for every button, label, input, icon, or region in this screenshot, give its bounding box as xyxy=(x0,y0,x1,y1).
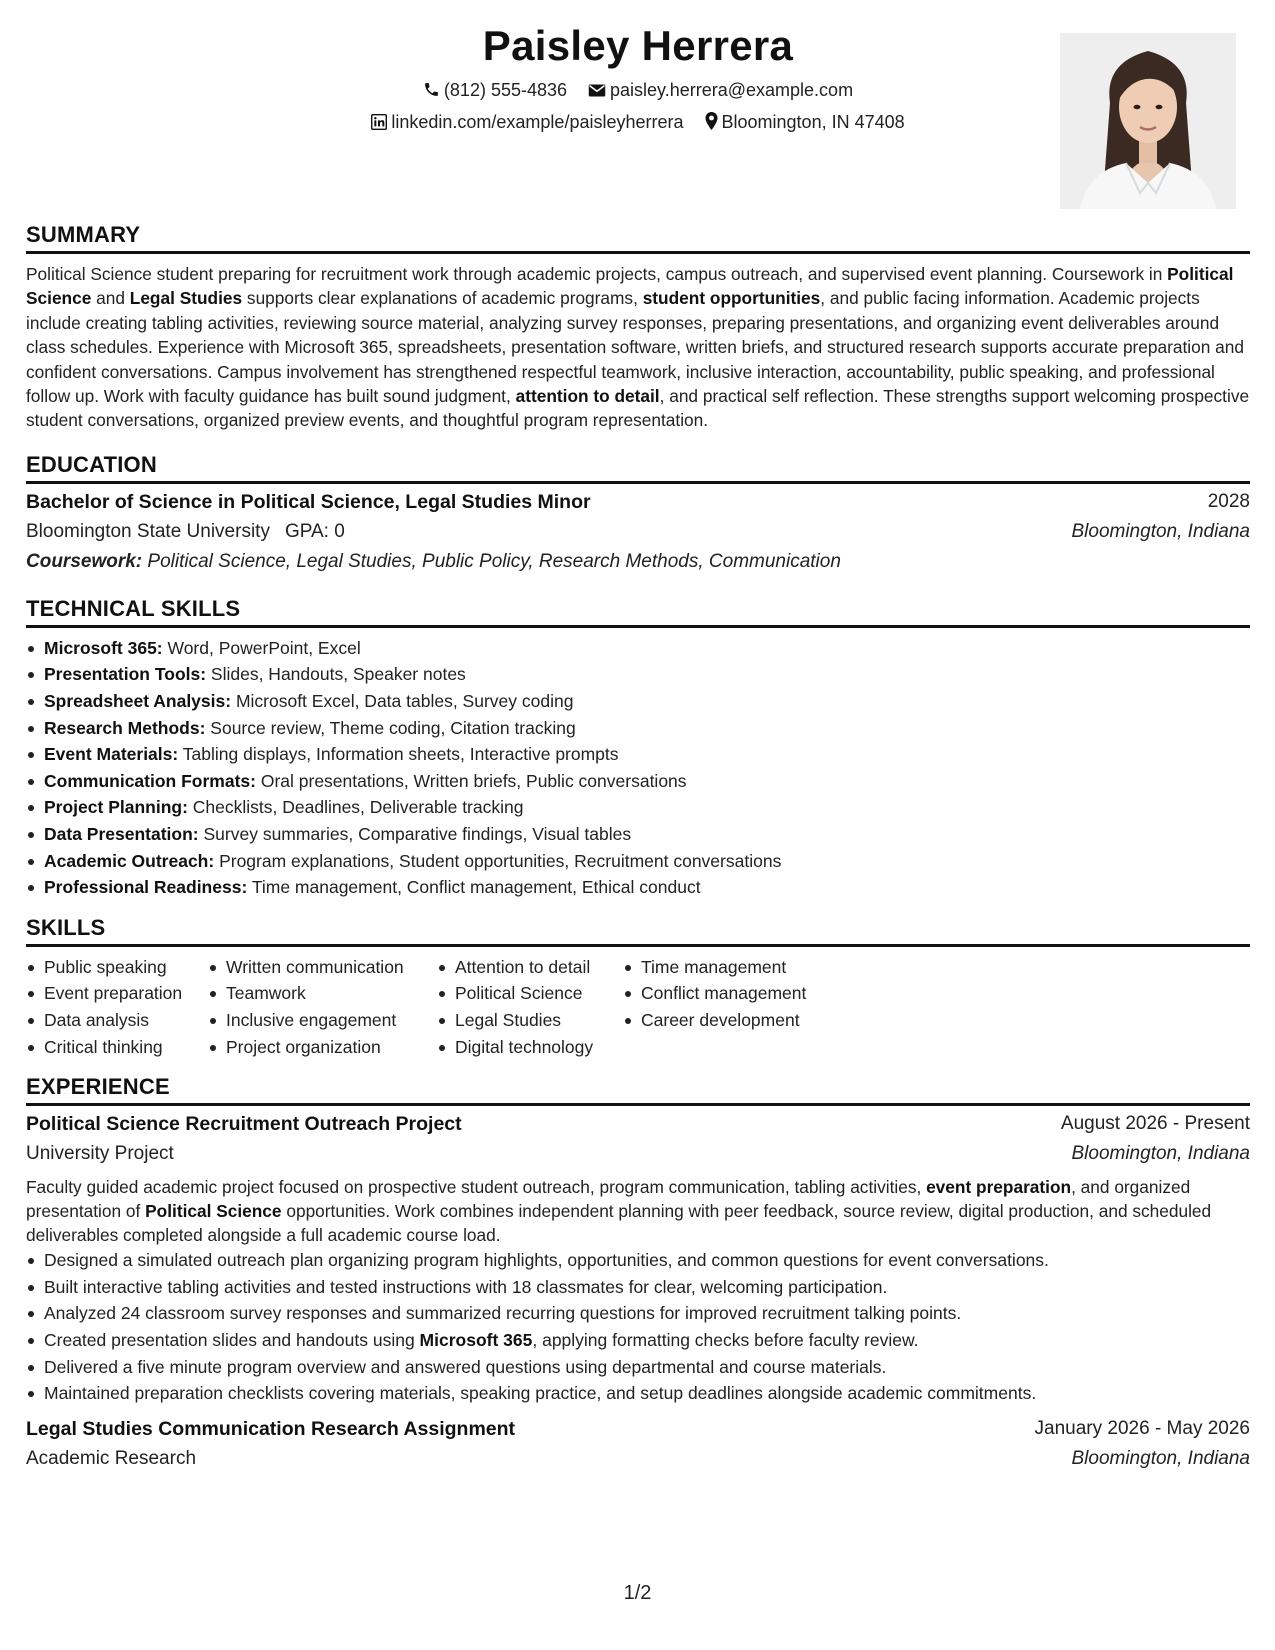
skill-category: Professional Readiness: xyxy=(44,877,248,898)
emphasis-text: Political Science xyxy=(145,1201,282,1222)
job-bullet xyxy=(44,1354,1250,1381)
skill-values: Tabling displays, Information sheets, Interactive prompts xyxy=(178,744,619,765)
job-1-header xyxy=(26,1113,1250,1143)
emphasis-text: Political Science xyxy=(26,264,1234,309)
text-run: opportunities. Work combines independent planning with peer feedback, source review, digital production, and scheduled deliverables completed alongside a full academic course load. xyxy=(26,1201,1212,1246)
skill-item: Political Science xyxy=(455,980,623,1007)
skill-item: Teamwork xyxy=(226,980,437,1007)
location-contact xyxy=(705,112,905,133)
technical-skill-item xyxy=(44,715,1250,742)
job-2-header xyxy=(26,1418,1250,1448)
emphasis-text: Legal Studies xyxy=(129,288,243,309)
experience-heading: EXPERIENCE xyxy=(26,1074,1250,1106)
technical-skill-item xyxy=(44,821,1250,848)
job-1 xyxy=(26,1113,1250,1407)
technical-skill-item xyxy=(44,794,1250,821)
gpa-text: GPA: 0 xyxy=(284,520,345,542)
technical-skill-item xyxy=(44,741,1250,768)
skill-item: Career development xyxy=(641,1007,823,1034)
phone-icon xyxy=(423,81,440,98)
technical-skill-item xyxy=(44,848,1250,875)
emphasis-text: student opportunities xyxy=(642,288,821,309)
skill-item: Project organization xyxy=(226,1034,437,1061)
skill-item: Public speaking xyxy=(44,954,208,981)
skill-values: Word, PowerPoint, Excel xyxy=(162,637,361,658)
linkedin-icon xyxy=(371,114,387,130)
school-info xyxy=(26,521,345,543)
text-run: Designed a simulated outreach plan organizing program highlights, opportunities, and common questions for event conversations. xyxy=(44,1250,1049,1271)
job-bullet xyxy=(44,1247,1250,1274)
skill-item: Legal Studies xyxy=(455,1007,623,1034)
phone-text: (812) 555-4836 xyxy=(443,80,568,100)
skill-values: Survey summaries, Comparative findings, Visual tables xyxy=(198,824,632,844)
text-run: , and organized presentation of xyxy=(26,1177,1191,1222)
skill-category: Data Presentation: xyxy=(44,824,199,844)
skills-column xyxy=(623,954,823,1060)
text-run: , and public facing information. Academic projects include creating tabling activities, reviewing source material, analyzing survey responses, preparing presentations, and organizing event deliverables around class schedules. Experience with Microsoft 365, spreadsheets, presentation software, written briefs, and structured research supports accurate preparation and confident conversations. Campus involvement has strengthened respectful teamwork, inclusive interaction, accountability, public speaking, and professional follow up. Work with faculty guidance has built sound judgment, xyxy=(26,288,1244,407)
job-bullet xyxy=(44,1300,1250,1327)
skill-category: Project Planning: xyxy=(44,797,188,818)
job-dates: January 2026 - May 2026 xyxy=(1034,1417,1250,1439)
summary-text xyxy=(26,262,1250,433)
education-section xyxy=(26,452,1250,581)
technical-skill-item xyxy=(44,688,1250,715)
skill-item: Data analysis xyxy=(44,1007,208,1034)
experience-section xyxy=(26,1074,1250,1478)
job-bullet xyxy=(44,1274,1250,1301)
phone-contact[interactable] xyxy=(423,80,567,101)
skill-values: Slides, Handouts, Speaker notes xyxy=(206,664,466,685)
education-row-2 xyxy=(26,521,1250,551)
job-2-subheader xyxy=(26,1448,1250,1478)
candidate-name: Paisley Herrera xyxy=(482,22,794,69)
skills-section xyxy=(26,915,1250,1060)
technical-skill-item xyxy=(44,635,1250,662)
job-bullets xyxy=(26,1247,1250,1407)
education-location: Bloomington, Indiana xyxy=(1071,520,1250,542)
job-bullet xyxy=(44,1380,1250,1407)
job-title: Legal Studies Communication Research Assignment xyxy=(26,1417,516,1440)
job-location: Bloomington, Indiana xyxy=(1071,1143,1250,1165)
skills-column xyxy=(26,954,208,1060)
text-run: supports clear explanations of academic programs, xyxy=(242,288,643,309)
emphasis-text: attention to detail xyxy=(515,386,660,407)
skill-values: Checklists, Deadlines, Deliverable tracking xyxy=(187,797,524,818)
page-number: 1/2 xyxy=(623,1582,652,1604)
coursework-label: Coursework: xyxy=(26,550,143,572)
text-run: and xyxy=(91,288,130,309)
text-run: , and practical self reflection. These strengths support welcoming prospective student conversations, organized preview events, and thoughtful program representation. xyxy=(26,386,1250,431)
summary-heading: SUMMARY xyxy=(26,222,1250,254)
skill-item: Written communication xyxy=(226,954,437,981)
emphasis-text: event preparation xyxy=(926,1177,1072,1198)
technical-skill-item xyxy=(44,768,1250,795)
technical-skills-heading: TECHNICAL SKILLS xyxy=(26,596,1250,628)
portrait-illustration xyxy=(1060,33,1236,209)
linkedin-text: linkedin.com/example/paisleyherrera xyxy=(391,112,684,132)
technical-skills-section xyxy=(26,596,1250,901)
summary-section xyxy=(26,222,1250,433)
job-dates: August 2026 - Present xyxy=(1060,1113,1250,1135)
text-run: Delivered a five minute program overview and answered questions using departmental and course materials. xyxy=(44,1356,887,1377)
skill-item: Digital technology xyxy=(455,1034,623,1061)
graduation-year: 2028 xyxy=(1207,490,1250,512)
text-run: Analyzed 24 classroom survey responses and summarized recurring questions for improved recruitment talking points. xyxy=(44,1303,962,1324)
location-text: Bloomington, IN 47408 xyxy=(721,112,905,132)
text-run: , applying formatting checks before faculty review. xyxy=(532,1329,919,1350)
map-pin-icon xyxy=(705,112,718,130)
job-location: Bloomington, Indiana xyxy=(1071,1447,1250,1469)
skill-category: Microsoft 365: xyxy=(44,637,163,658)
skill-values: Time management, Conflict management, Ethical conduct xyxy=(247,877,701,898)
skill-item: Event preparation xyxy=(44,980,208,1007)
skill-category: Spreadsheet Analysis: xyxy=(44,691,232,712)
resume-header xyxy=(26,0,1250,222)
job-organization: Academic Research xyxy=(26,1447,197,1469)
resume-page xyxy=(26,0,1250,1478)
school-name: Bloomington State University xyxy=(26,520,270,542)
text-run: Faculty guided academic project focused on prospective student outreach, program communication, tabling activities, xyxy=(26,1177,927,1198)
skill-values: Program explanations, Student opportunities, Recruitment conversations xyxy=(214,850,782,871)
education-heading: EDUCATION xyxy=(26,452,1250,484)
skill-item: Critical thinking xyxy=(44,1034,208,1061)
degree-title: Bachelor of Science in Political Science, Legal Studies Minor xyxy=(26,490,591,513)
education-row-1 xyxy=(26,491,1250,521)
email-contact[interactable] xyxy=(588,80,853,101)
skills-column xyxy=(437,954,623,1060)
skill-category: Research Methods: xyxy=(44,717,206,738)
coursework-list: Political Science, Legal Studies, Public Policy, Research Methods, Communication xyxy=(147,550,841,572)
skill-category: Academic Outreach: xyxy=(44,850,215,871)
technical-skills-list xyxy=(26,635,1250,901)
skill-category: Communication Formats: xyxy=(44,770,256,791)
skill-category: Event Materials: xyxy=(44,744,179,765)
skill-item: Conflict management xyxy=(641,980,823,1007)
envelope-icon xyxy=(588,83,606,98)
technical-skill-item xyxy=(44,874,1250,901)
job-organization: University Project xyxy=(26,1143,174,1165)
education-row-3 xyxy=(26,551,1250,581)
linkedin-contact[interactable] xyxy=(371,112,683,133)
skill-values: Oral presentations, Written briefs, Public conversations xyxy=(255,770,687,791)
text-run: Maintained preparation checklists covering materials, speaking practice, and setup deadlines alongside academic commitments. xyxy=(44,1383,1037,1404)
skill-values: Microsoft Excel, Data tables, Survey coding xyxy=(231,691,574,712)
job-description xyxy=(26,1175,1250,1247)
job-bullet xyxy=(44,1327,1250,1354)
job-title: Political Science Recruitment Outreach Project xyxy=(26,1113,462,1136)
technical-skill-item xyxy=(44,661,1250,688)
job-1-subheader xyxy=(26,1143,1250,1173)
email-text: paisley.herrera@example.com xyxy=(610,80,854,100)
skill-item: Time management xyxy=(641,954,823,981)
text-run: Political Science student preparing for recruitment work through academic projects, campus outreach, and supervised event planning. Coursework in xyxy=(26,264,1168,284)
skill-item: Attention to detail xyxy=(455,954,623,981)
skill-values: Source review, Theme coding, Citation tracking xyxy=(205,717,576,738)
text-run: Created presentation slides and handouts using xyxy=(44,1329,420,1350)
skill-item: Inclusive engagement xyxy=(226,1007,437,1034)
job-2 xyxy=(26,1418,1250,1478)
skills-heading: SKILLS xyxy=(26,915,1250,947)
skill-category: Presentation Tools: xyxy=(44,664,207,685)
emphasis-text: Microsoft 365 xyxy=(419,1329,533,1350)
text-run: Built interactive tabling activities and tested instructions with 18 classmates for clear, welcoming participation. xyxy=(44,1276,888,1297)
skills-columns xyxy=(26,954,1250,1060)
coursework xyxy=(26,551,841,573)
skills-column xyxy=(208,954,437,1060)
profile-photo xyxy=(1060,33,1236,209)
